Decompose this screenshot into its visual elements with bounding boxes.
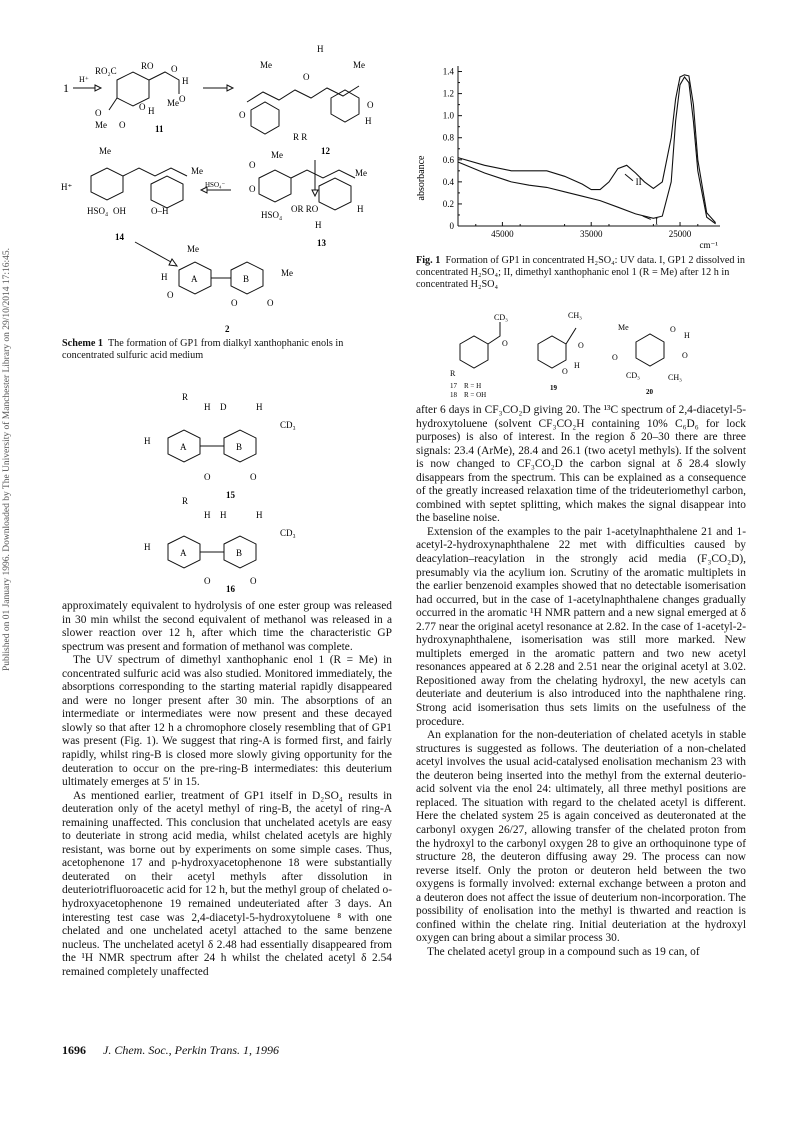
- svg-text:CD₃: CD₃: [280, 420, 296, 430]
- journal-citation: J. Chem. Soc., Perkin Trans. 1, 1996: [103, 1043, 279, 1057]
- y-tick-label: 0.8: [442, 132, 454, 143]
- svg-text:H: H: [220, 510, 227, 520]
- svg-text:CH₃: CH₃: [568, 311, 582, 320]
- label-1: 1: [63, 81, 69, 95]
- svg-text:O: O: [179, 94, 186, 104]
- paragraph: An explanation for the non-deuteriation of chelated acetyls in stable structures is suggested as follows. The deuteriation of a non-chelated acetyl involves the usual acid-catalysed enolisation mechanism 23 with the deuteron being inserted into the methyl from the external deuterio-acid solvent via the enol 24: ultimately, all three methyl positions are replaced. The situation with regard to the chelated acetyl is different. Here the chelated system 25 is again conceived as deuteronated at the carbonyl oxygen 26/27, allowing transfer of the chelated proton from the hydroxyl to the carbonyl oxygen 28 to give an orthoquinone type of structure 28, the deuteron diffusing away 29. The process can now reverse itself. Only the proton or deuteron held between the two oxygens is formally involved: external exchange between a proton and a deuteron does not affect the issue of deuterium non-incorporation. The possibility of enolisation into the methyl is thwarted and reaction is confined within the chelate ring. Initial deuteriation at the hydroxyl oxygen can bring about a similar process 30.: [416, 729, 746, 945]
- svg-text:Me: Me: [281, 268, 293, 278]
- paragraph: approximately equivalent to hydrolysis of one ester group was released in 30 min whilst the second equivalent of methanol was released in a slower reaction over 12 h, after which time the characteristic GP spectrum was present and formation of methanol was complete.: [62, 600, 392, 653]
- svg-text:O: O: [204, 472, 211, 482]
- svg-text:H: H: [365, 116, 372, 126]
- y-tick-label: 0.2: [442, 198, 454, 209]
- left-column-text: [62, 600, 392, 979]
- svg-text:O–H: O–H: [151, 206, 169, 216]
- svg-text:A: A: [180, 442, 187, 452]
- svg-text:H: H: [182, 76, 189, 86]
- svg-text:Me: Me: [353, 60, 365, 70]
- curve-label-I: I: [655, 216, 659, 227]
- svg-text:R = OH: R = OH: [464, 391, 487, 399]
- svg-text:H: H: [256, 402, 263, 412]
- curve-label-II: II: [635, 177, 642, 188]
- svg-text:Me: Me: [355, 168, 367, 178]
- paragraph: The UV spectrum of dimethyl xanthophanic enol 1 (R = Me) in concentrated sulfuric acid was also studied. Monitored immediately, the absorptions corresponding to the starting material rapidly disappeared and were no longer present after 30 min. The absorptions of an intermediate or intermediates were now present and these decayed slowly so that after 12 h a chromophore closely resembling that of GP1 was present (Fig. 1). We suggest that ring-A is formed first, and fairly rapidly, whilst ring-B is closed more slowly giving opportunity for the deuteration to occur on the pre-ring-B intermediates: this deuterium ultimately emerges at 5′ in 15.: [62, 654, 392, 789]
- svg-text:O: O: [95, 108, 102, 118]
- label-16: 16: [226, 584, 235, 594]
- page-number: 1696: [62, 1043, 86, 1057]
- svg-text:O: O: [367, 100, 374, 110]
- svg-text:H: H: [204, 510, 211, 520]
- svg-text:Me: Me: [167, 98, 179, 108]
- curve-label-leader: [625, 174, 633, 181]
- svg-text:R = H: R = H: [464, 382, 482, 390]
- y-tick-label: 1.2: [442, 88, 454, 99]
- series-line-II: [458, 75, 716, 223]
- svg-text:R R: R R: [293, 132, 308, 142]
- svg-text:A: A: [191, 274, 198, 284]
- svg-text:H⁺: H⁺: [79, 75, 89, 84]
- svg-text:HSO₄: HSO₄: [261, 210, 283, 220]
- svg-text:O: O: [670, 325, 676, 334]
- svg-text:O: O: [502, 339, 508, 348]
- svg-text:O: O: [249, 160, 256, 170]
- svg-text:D: D: [220, 402, 227, 412]
- svg-text:18: 18: [450, 391, 457, 399]
- svg-text:RO₂C: RO₂C: [95, 66, 117, 76]
- paragraph: The chelated acetyl group in a compound such as 19 can, of: [427, 945, 700, 958]
- fig-1-uv-chart: [410, 58, 740, 253]
- svg-text:Me: Me: [187, 244, 199, 254]
- svg-text:O: O: [250, 576, 257, 586]
- label-14: 14: [115, 232, 124, 242]
- svg-text:HSO₄⁻: HSO₄⁻: [205, 181, 226, 189]
- svg-text:Me: Me: [260, 60, 272, 70]
- structures-15-16: [140, 388, 360, 598]
- svg-text:Me: Me: [618, 323, 629, 332]
- svg-text:Me: Me: [271, 150, 283, 160]
- svg-text:O: O: [612, 353, 618, 362]
- svg-text:O: O: [231, 298, 238, 308]
- svg-text:O: O: [239, 110, 246, 120]
- x-tick-label: 35000: [579, 229, 603, 239]
- svg-text:R: R: [450, 369, 456, 378]
- svg-text:H: H: [144, 436, 151, 446]
- svg-text:O: O: [204, 576, 211, 586]
- svg-text:CH₃: CH₃: [668, 373, 682, 382]
- fig-1-caption: Fig. 1 Formation of GP1 in concentrated H₂SO₄: UV data. I, GP1 2 dissolved in concentrated H₂SO₄; II, dimethyl xanthophanic enol 1 (R = Me) after 12 h in concentrated H₂SO₄: [416, 255, 745, 290]
- svg-text:H: H: [148, 106, 155, 116]
- svg-text:O: O: [303, 72, 310, 82]
- svg-text:RO: RO: [141, 61, 154, 71]
- svg-text:CD₃: CD₃: [626, 371, 640, 380]
- svg-text:OH: OH: [113, 206, 126, 216]
- y-tick-label: 1.4: [442, 66, 454, 77]
- svg-text:H: H: [317, 44, 324, 54]
- label-11: 11: [155, 124, 164, 134]
- scheme-1-structures: [55, 22, 395, 352]
- x-tick-label: 25000: [668, 229, 692, 239]
- svg-text:CD₃: CD₃: [280, 528, 296, 538]
- svg-text:B: B: [243, 274, 250, 284]
- svg-text:Me: Me: [191, 166, 203, 176]
- right-column-text: [416, 404, 746, 959]
- y-tick-label: 0: [449, 221, 454, 231]
- label-15: 15: [226, 490, 235, 500]
- svg-text:H: H: [574, 361, 580, 370]
- svg-text:HSO₄: HSO₄: [87, 206, 109, 216]
- y-axis-label: absorbance: [416, 155, 427, 201]
- paragraph: after 6 days in CF₃CO₂D giving 20. The ¹³C spectrum of 2,4-diacetyl-5-hydroxytoluene (solvent CF₃CO₂H containing 10% C₆D₆ for lock purposes) is also of interest. In the region δ 20–30 there are three signals: 23.4 (ArMe), 28.4 and 26.1 (two acetyl methyls). If the solvent is now changed to CF₃CO₂D the carbon signal at δ 28.4 slowly disappears from the spectrum. This can be explained as a consequence of the greatly increased relaxation time of the trideuteriomethyl carbon, combined with septet splitting, which makes the signal disappear into the baseline noise.: [416, 404, 746, 525]
- svg-text:A: A: [180, 548, 187, 558]
- svg-text:OR RO: OR RO: [291, 204, 319, 214]
- svg-text:20: 20: [646, 388, 653, 396]
- svg-text:O: O: [578, 341, 584, 350]
- label-12: 12: [321, 146, 330, 156]
- svg-text:CD₃: CD₃: [494, 313, 508, 322]
- svg-text:R: R: [182, 392, 189, 402]
- svg-text:17: 17: [450, 382, 457, 390]
- svg-text:R: R: [182, 496, 189, 506]
- svg-text:H: H: [204, 402, 211, 412]
- svg-text:O: O: [250, 472, 257, 482]
- y-tick-label: 1.0: [442, 110, 454, 121]
- svg-text:O: O: [139, 102, 146, 112]
- series-line-I: [458, 77, 716, 224]
- svg-text:Me: Me: [95, 120, 107, 130]
- x-tick-label: 45000: [491, 229, 514, 239]
- svg-text:H: H: [315, 220, 322, 230]
- svg-text:H: H: [684, 331, 690, 340]
- y-tick-label: 0.4: [442, 176, 454, 187]
- label-13: 13: [317, 238, 326, 248]
- svg-text:H⁺: H⁺: [61, 182, 73, 192]
- svg-text:O: O: [562, 367, 568, 376]
- scheme-1-caption: Scheme 1 The formation of GP1 from dialkyl xanthophanic enols in concentrated sulfuric acid medium: [62, 338, 344, 361]
- download-watermark: Published on 01 January 1996. Downloaded by The University of Manchester Library on 29/10/2014 17:16:45.: [2, 247, 12, 671]
- svg-text:O: O: [249, 184, 256, 194]
- svg-text:O: O: [167, 290, 174, 300]
- paragraph: Extension of the examples to the pair 1-acetylnaphthalene 21 and 1-acetyl-2-hydroxynaphthalene 22 met with difficulties caused by deacylation–reacylation in the strongly acid media (F₃CO₂D), presumably via the acylium ion. Scrutiny of the aromatic multiplets in the earlier benzenoid examples showed that no detectable isomerisation had occurred, but in the case of 1-acetylnaphthalene changes gradually occurred in the aromatic ¹H NMR pattern and a new signal emerged at δ 2.77 near the original acetyl resonance at 2.82. In the case of 1-acetyl-2-hydroxynaphthalene, isomerisation was still more marked. New multiplets emerged in the aromatic pattern and two new acetyl resonances appeared at δ 2.28 and 2.51 near the original acetyl at 3.02. Repositioned away from the chelating hydroxyl, the new acetyls can deuteriate and deuterium is also introduced into the naphthalene ring. Strong acid isomerisation thus sets limits on the usefulness of the procedure.: [416, 525, 746, 728]
- svg-text:O: O: [267, 298, 274, 308]
- y-tick-label: 0.6: [442, 154, 454, 165]
- svg-text:H: H: [161, 272, 168, 282]
- svg-text:H: H: [144, 542, 151, 552]
- svg-text:H: H: [357, 204, 364, 214]
- svg-text:B: B: [236, 548, 243, 558]
- svg-text:19: 19: [550, 384, 557, 392]
- svg-text:H: H: [256, 510, 263, 520]
- svg-text:O: O: [119, 120, 126, 130]
- svg-text:O: O: [682, 351, 688, 360]
- svg-text:Me: Me: [99, 146, 111, 156]
- paragraph: As mentioned earlier, treatment of GP1 itself in D₂SO₄ results in deuteration only of the acetyl methyl of ring-B, the acetyl of ring-A remaining unaffected. This conclusion that unchelated acetyls are easy to deuteriate in strong acid media, whilst chelated acetyls are highly resistant, was borne out by experiments on some simple cases. Thus, acetophenone 17 and p-hydroxyacetophenone 18 were substantially deuterated on their acetyl methyls after dissolution in deuteriotrifluoroacetic acid for 12 h, but the methyl group of chelated o-hydroxyacetophenone 19 remained undeuteriated after 3 days. An interesting test case was 2,4-diacetyl-5-hydroxytoluene ⁸ with one chelated and one unchelated acetyl attached to the same benzene nucleus. The unchelated acetyl δ 2.48 had essentially disappeared from the ¹H NMR spectrum after 24 h whilst the chelated acetyl δ 2.54 remained completely unaffected: [62, 789, 392, 978]
- svg-text:B: B: [236, 442, 243, 452]
- svg-text:O: O: [171, 64, 178, 74]
- structures-17-20: [450, 308, 710, 398]
- label-2: 2: [225, 324, 230, 334]
- page-footer: [62, 1043, 279, 1058]
- x-axis-unit: cm⁻¹: [699, 240, 718, 250]
